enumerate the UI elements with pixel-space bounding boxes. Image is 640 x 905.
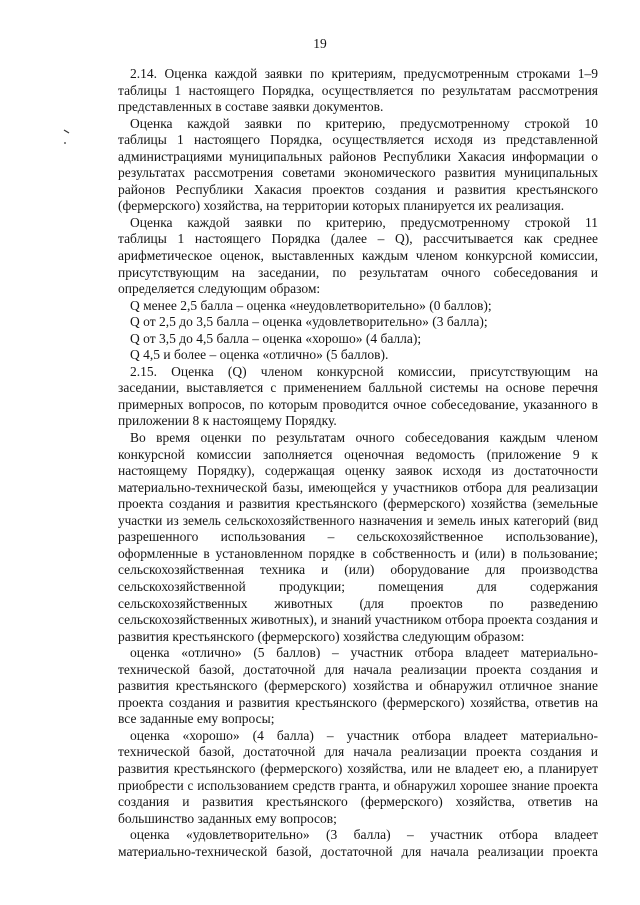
text-line: оценка «отлично» (5 баллов) – участник отбора владеет материально- [130, 645, 598, 661]
document-body [118, 66, 598, 860]
text-line: (фермерского) хозяйства, на территории которых планируется их реализация. [118, 198, 565, 214]
text-line: оценка «хорошо» (4 балла) – участник отбора владеет материально- [130, 727, 598, 743]
text-line: развития крестьянского (фермерского) хозяйства и обнаружил отличное знание [118, 678, 598, 694]
text-line: Q менее 2,5 балла – оценка «неудовлетворительно» (0 баллов); [130, 297, 492, 313]
text-line: администрациями муниципальных районов Республики Хакасия информации о [118, 148, 598, 164]
text-line: результатах рассмотрения советами экономического развития муниципальных [118, 165, 598, 181]
text-line: сельскохозяйственная техника и (или) оборудование для производства [118, 562, 598, 578]
text-line: развития крестьянского (фермерского) хозяйства следующим образом: [118, 628, 525, 644]
text-line: участки из земель сельскохозяйственного назначения и земель иных категорий (вид [118, 512, 598, 528]
text-line: приобрести с использованием средств гранта, и обнаружил хорошее знание проекта [118, 777, 598, 793]
text-line: определяется следующим образом: [118, 281, 321, 297]
text-line: 2.15. Оценка (Q) членом конкурсной комиссии, присутствующим на [130, 363, 598, 379]
text-line: Q от 2,5 до 3,5 балла – оценка «удовлетворительно» (3 балла); [130, 314, 488, 330]
text-line: таблицы 1 настоящего Порядка (далее – Q), рассчитывается как среднее [118, 231, 598, 247]
text-line: конкурсной комиссии заполняется оценочная ведомость (приложение 9 к [118, 446, 598, 462]
text-line: присутствующим на заседании, по результатам очного собеседования и [118, 264, 598, 280]
text-line: создания и развития крестьянского (фермерского) хозяйства, ответив на [118, 794, 598, 810]
text-line: оценка «удовлетворительно» (3 балла) – участник отбора владеет [130, 827, 598, 843]
text-line: представленных в составе заявки документов. [118, 99, 384, 115]
text-line: технической базой, достаточной для начала реализации проекта создания и [118, 661, 598, 677]
text-line: проекта создания и развития крестьянского (фермерского) хозяйства, ответив на [118, 694, 598, 710]
text-line: сельскохозяйственных животных (для проектов по разведению [118, 595, 598, 611]
text-line: таблицы 1 настоящего Порядка, осуществляется исходя из представленной [118, 132, 598, 148]
text-line: разрешенного использования – сельскохозяйственное использование), [118, 529, 598, 545]
text-line: развития крестьянского (фермерского) хозяйства, или не владеет ею, а планирует [118, 760, 598, 776]
text-line: материально-технической базой, достаточной для начала реализации проекта [118, 843, 598, 859]
margin-marks [62, 129, 82, 149]
text-line: все заданные ему вопросы; [118, 711, 275, 727]
text-line: проекта создания и развития крестьянского (фермерского) хозяйства (земельные [118, 496, 598, 512]
text-line: арифметическое оценок, выставленных каждым членом конкурсной комиссии, [118, 248, 598, 264]
text-line: заседании, выставляется с применением балльной системы на основе перечня [118, 380, 598, 396]
text-line: настоящему Порядку), содержащая оценку заявок исходя из достаточности [118, 463, 598, 479]
text-line: таблицы 1 настоящего Порядка, осуществляется по результатам рассмотрения [118, 82, 598, 98]
text-line: сельскохозяйственных животных), и знаний участником отбора проекта создания и [118, 612, 598, 628]
text-line: Во время оценки по результатам очного собеседования каждым членом [130, 430, 598, 446]
text-line: приложении 8 к настоящему Порядку. [118, 413, 337, 429]
text-line: примерных вопросов, по которым проводится очное собеседование, указанного в [118, 396, 598, 412]
text-line: Q 4,5 и более – оценка «отлично» (5 баллов). [130, 347, 389, 363]
text-line: Оценка каждой заявки по критерию, предусмотренному строкой 11 [130, 214, 598, 230]
text-line: большинство заданных ему вопросов; [118, 810, 337, 826]
text-line: материально-технической базы, имеющейся у участников отбора для реализации [118, 479, 598, 495]
page-number: 19 [313, 36, 327, 51]
text-line: Q от 3,5 до 4,5 балла – оценка «хорошо» (4 балла); [130, 330, 422, 346]
text-line: технической базой, достаточной для начала реализации проекта создания и [118, 744, 598, 760]
text-line: 2.14. Оценка каждой заявки по критериям, предусмотренным строками 1–9 [130, 66, 598, 81]
text-line: сельскохозяйственной продукции; помещения для содержания [118, 578, 598, 594]
text-line: Оценка каждой заявки по критерию, предусмотренному строкой 10 [130, 115, 598, 131]
text-line: оформленные в установленном порядке в собственность и (или) в пользование; [118, 545, 598, 561]
text-line: районов Республики Хакасия проектов создания и развития крестьянского [118, 181, 598, 197]
